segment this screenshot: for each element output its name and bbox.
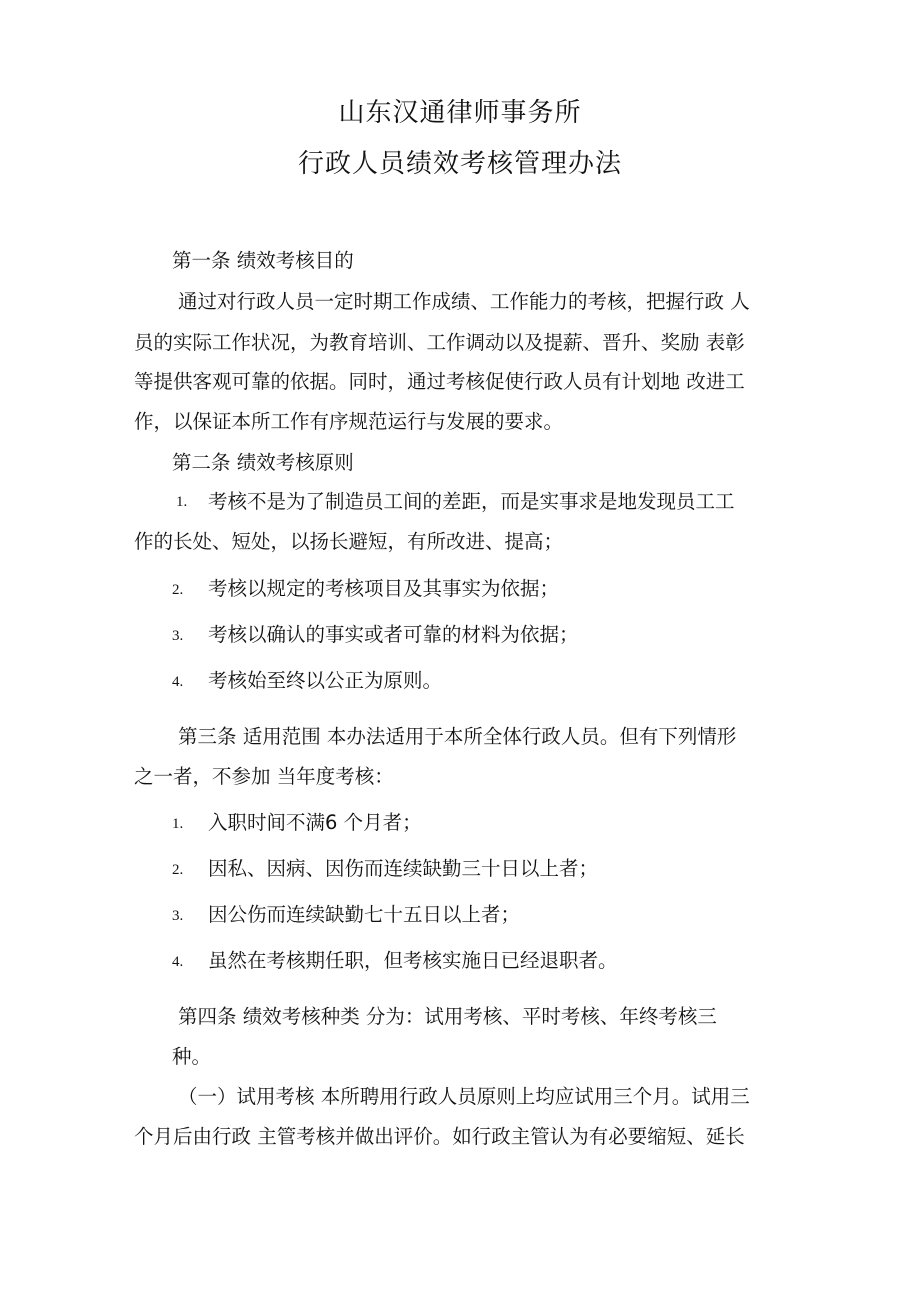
list-item-continuation: 作的长处、短处，以扬长避短，有所改进、提高； bbox=[134, 530, 564, 553]
article-4-line: 种。 bbox=[172, 1045, 212, 1068]
list-number: 2. bbox=[172, 862, 184, 878]
list-item: 虽然在考核期任职，但考核实施日已经退职者。 bbox=[208, 949, 618, 972]
list-number: 2. bbox=[172, 582, 184, 598]
list-item: 考核不是为了制造员工间的差距，而是实事求是地发现员工工 bbox=[208, 490, 735, 513]
list-number: 4. bbox=[172, 674, 184, 690]
article-3-line: 之一者，不参加 当年度考核： bbox=[134, 765, 394, 788]
list-number: 1. bbox=[176, 494, 188, 510]
article-1-line: 作，以保证本所工作有序规范运行与发展的要求。 bbox=[134, 410, 564, 433]
article-1-heading: 第一条 绩效考核目的 bbox=[172, 249, 354, 272]
doc-title: 行政人员绩效考核管理办法 bbox=[297, 149, 622, 179]
list-number: 1. bbox=[172, 816, 184, 832]
list-number: 4. bbox=[172, 954, 184, 970]
list-item: 考核始至终以公正为原则。 bbox=[208, 669, 443, 692]
list-item: 入职时间不满6 个月者； bbox=[208, 811, 422, 834]
list-item: 考核以规定的考核项目及其事实为依据； bbox=[208, 577, 560, 600]
trial-assessment-line: 个月后由行政 主管考核并做出评价。如行政主管认为有必要缩短、延长 bbox=[134, 1125, 745, 1148]
org-title: 山东汉通律师事务所 bbox=[338, 98, 582, 128]
article-1-line: 等提供客观可靠的依据。同时，通过考核促使行政人员有计划地 改进工 bbox=[134, 370, 745, 393]
list-item: 因私、因病、因伤而连续缺勤三十日以上者； bbox=[208, 857, 599, 880]
trial-assessment-line: （一）试用考核 本所聘用行政人员原则上均应试用三个月。试用三 bbox=[178, 1085, 750, 1108]
article-3-line: 第三条 适用范围 本办法适用于本所全体行政人员。但有下列情形 bbox=[178, 725, 737, 748]
list-number: 3. bbox=[172, 908, 184, 924]
article-1-line: 通过对行政人员一定时期工作成绩、工作能力的考核，把握行政 人 bbox=[178, 290, 750, 313]
list-number: 3. bbox=[172, 628, 184, 644]
article-4-line: 第四条 绩效考核种类 分为：试用考核、平时考核、年终考核三 bbox=[178, 1005, 717, 1028]
list-item: 因公伤而连续缺勤七十五日以上者； bbox=[208, 903, 521, 926]
article-2-heading: 第二条 绩效考核原则 bbox=[172, 451, 354, 474]
article-1-line: 员的实际工作状况，为教育培训、工作调动以及提薪、晋升、奖励 表彰 bbox=[134, 331, 745, 354]
list-item: 考核以确认的事实或者可靠的材料为依据； bbox=[208, 623, 579, 646]
